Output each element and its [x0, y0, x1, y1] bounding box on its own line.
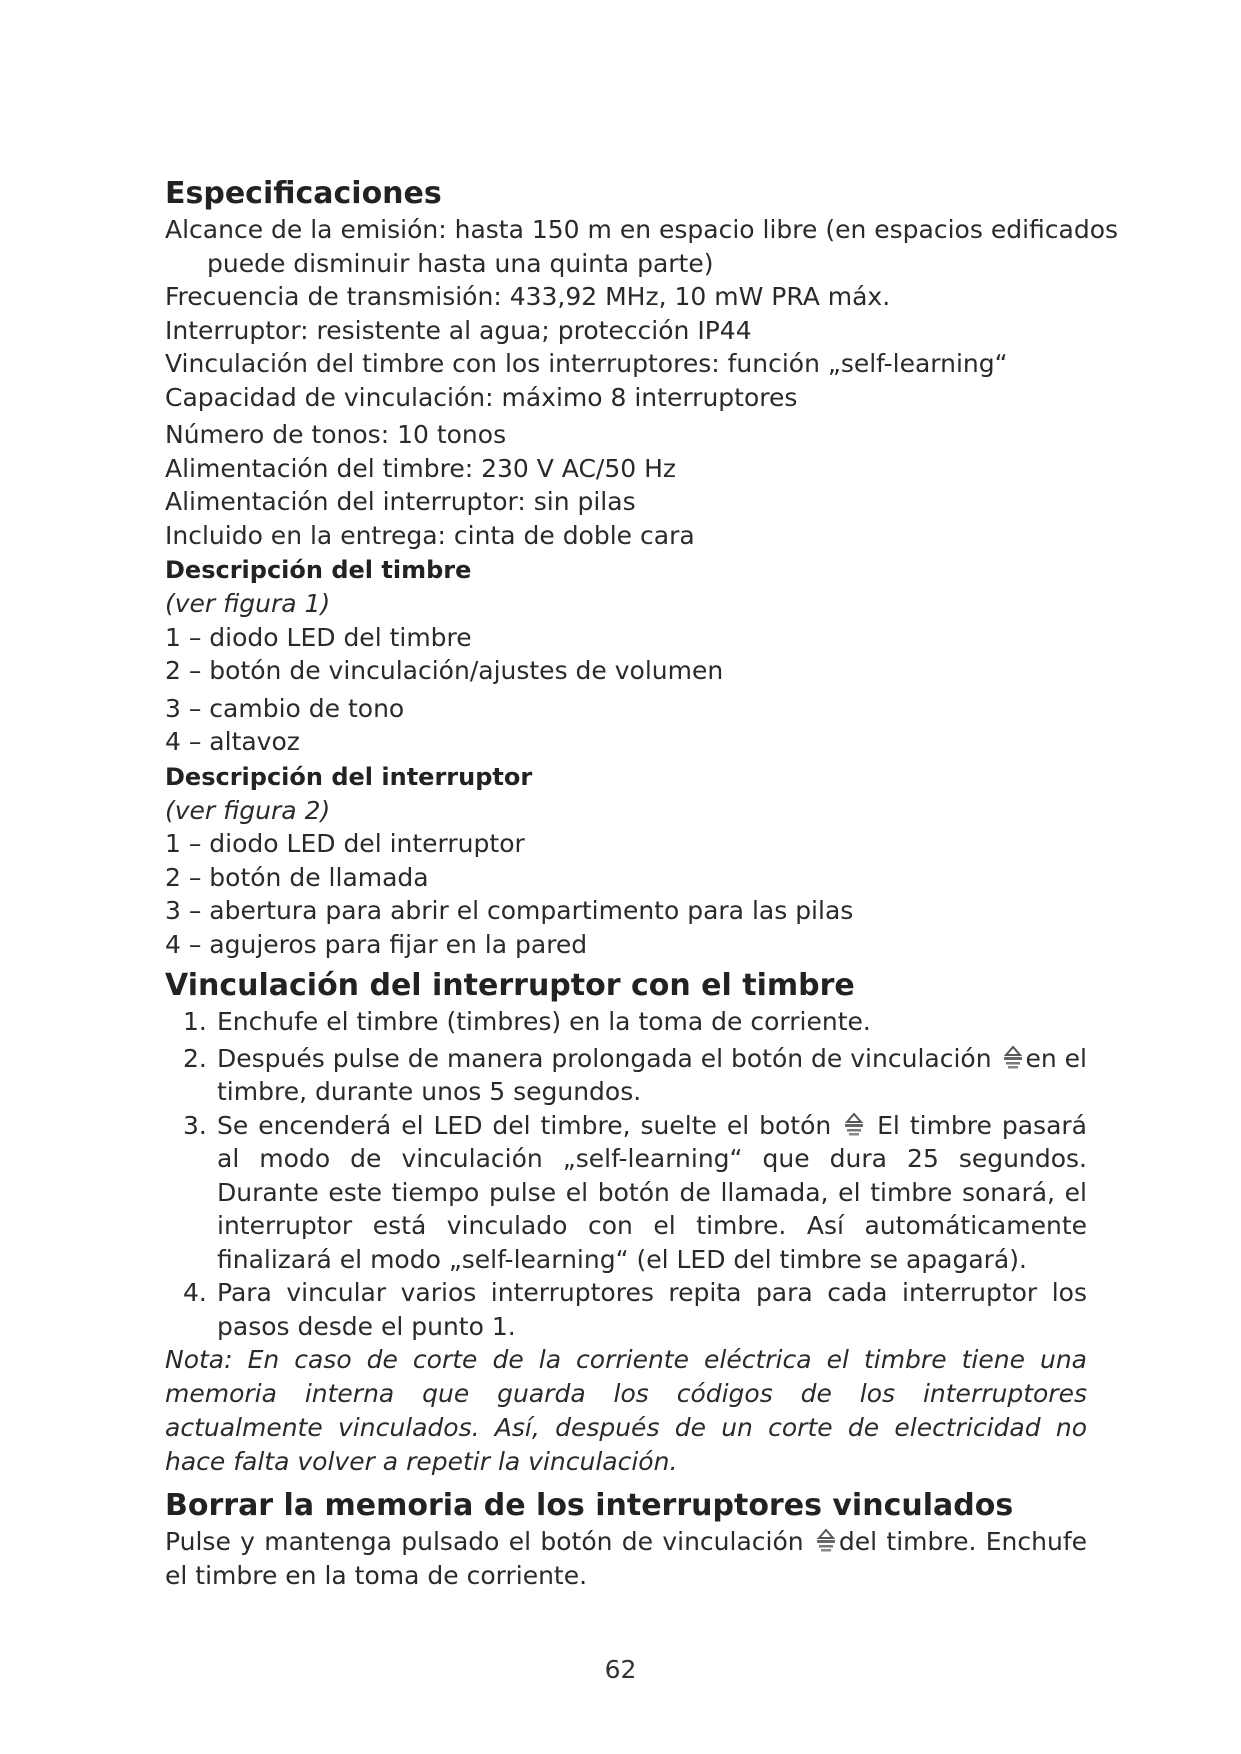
bell-link-button-icon	[842, 1111, 866, 1137]
pairing-step	[165, 1005, 1095, 1039]
switch-figure-ref: (ver figura 2)	[165, 795, 331, 825]
switch-item: 1 – diodo LED del interruptor	[165, 829, 525, 858]
bell-figure-ref: (ver figura 1)	[165, 589, 331, 618]
step-text: Enchufe el timbre (timbres) en la toma de corriente.	[217, 1007, 871, 1036]
erase-text-end: del timbre. Enchufe el timbre en la toma de corriente.	[165, 1527, 1088, 1590]
bell-description-heading: Descripción del timbre	[165, 556, 472, 584]
spec-switch-power: Alimentación del interruptor: sin pilas	[165, 487, 636, 516]
spec-linking: Vinculación del timbre con los interruptores: función „self-learning“	[165, 349, 1008, 378]
pairing-step	[165, 1109, 1095, 1277]
pairing-step	[165, 1276, 1095, 1343]
bell-item: 1 – diodo LED del timbre	[165, 622, 472, 652]
spec-bell-power: Alimentación del timbre: 230 V AC/50 Hz	[165, 453, 676, 483]
spec-capacity: Capacidad de vinculación: máximo 8 interruptores	[165, 382, 798, 412]
pairing-heading: Vinculación del interruptor con el timbre	[165, 968, 855, 1003]
erase-memory-section	[165, 1487, 1095, 1593]
bell-item: 2 – botón de vinculación/ajustes de volumen	[165, 656, 724, 685]
pairing-note: Nota: En caso de corte de la corriente eléctrica el timbre tiene una memoria interna que guarda los códigos de los interruptores actualmente vinculados. Así, después de un corte de electricidad no hace falta volver a repetir la vinculación.	[165, 1345, 1087, 1476]
spec-included: Incluido en la entrega: cinta de doble cara	[165, 520, 695, 550]
spec-frequency: Frecuencia de transmisión: 433,92 MHz, 10 mW PRA máx.	[165, 282, 891, 311]
bell-link-button-icon	[814, 1527, 838, 1553]
page-content	[165, 175, 1119, 1593]
step-text: Para vincular varios interruptores repita para cada interruptor los pasos desde el punto 1.	[217, 1278, 1087, 1341]
spec-switch: Interruptor: resistente al agua; protección IP44	[165, 315, 752, 345]
step-number: 1.	[183, 1007, 207, 1036]
step-number: 4.	[183, 1278, 207, 1307]
spec-range: Alcance de la emisión: hasta 150 m en espacio libre (en espacios edificados	[165, 215, 1119, 244]
erase-memory-heading: Borrar la memoria de los interruptores vinculados	[165, 1488, 1014, 1523]
pairing-steps	[165, 1005, 1095, 1343]
specifications-section	[165, 175, 1119, 552]
pairing-step	[165, 1042, 1095, 1109]
erase-text-start: Pulse y mantenga pulsado el botón de vinculación	[165, 1527, 813, 1556]
pairing-section	[165, 967, 1095, 1479]
specifications-heading: Especificaciones	[165, 176, 442, 211]
step-text-start: Se encenderá el LED del timbre, suelte el botón	[217, 1110, 842, 1140]
step-text-start: Después pulse de manera prolongada el botón de vinculación	[217, 1043, 1000, 1073]
switch-description-section	[165, 761, 1095, 962]
step-text-end: El timbre pasará al modo de vinculación „self-learning“ que dura 25 segundos. Durante este tiempo pulse el botón de llamada, el timbre sonará, el interruptor está vinculado con el timbre. Así automáticamente finalizará el modo „self-learning“ (el LED del timbre se apagará).	[217, 1110, 1087, 1274]
switch-item: 3 – abertura para abrir el compartimento para las pilas	[165, 896, 854, 925]
step-number: 2.	[183, 1043, 207, 1073]
bell-description-section	[165, 554, 1095, 759]
bell-item: 4 – altavoz	[165, 727, 300, 756]
switch-item: 2 – botón de llamada	[165, 862, 429, 892]
bell-item: 3 – cambio de tono	[165, 693, 405, 723]
switch-item: 4 – agujeros para fijar en la pared	[165, 929, 588, 959]
step-text-end: en el timbre, durante unos 5 segundos.	[217, 1043, 1088, 1106]
switch-description-heading: Descripción del interruptor	[165, 762, 533, 791]
spec-range-continued: puede disminuir hasta una quinta parte)	[207, 248, 714, 278]
bell-link-button-icon	[1001, 1044, 1025, 1070]
erase-memory-text	[165, 1525, 1095, 1593]
spec-tones: Número de tonos: 10 tonos	[165, 420, 507, 449]
step-number: 3.	[183, 1110, 207, 1140]
page-number: 62	[604, 1655, 637, 1684]
